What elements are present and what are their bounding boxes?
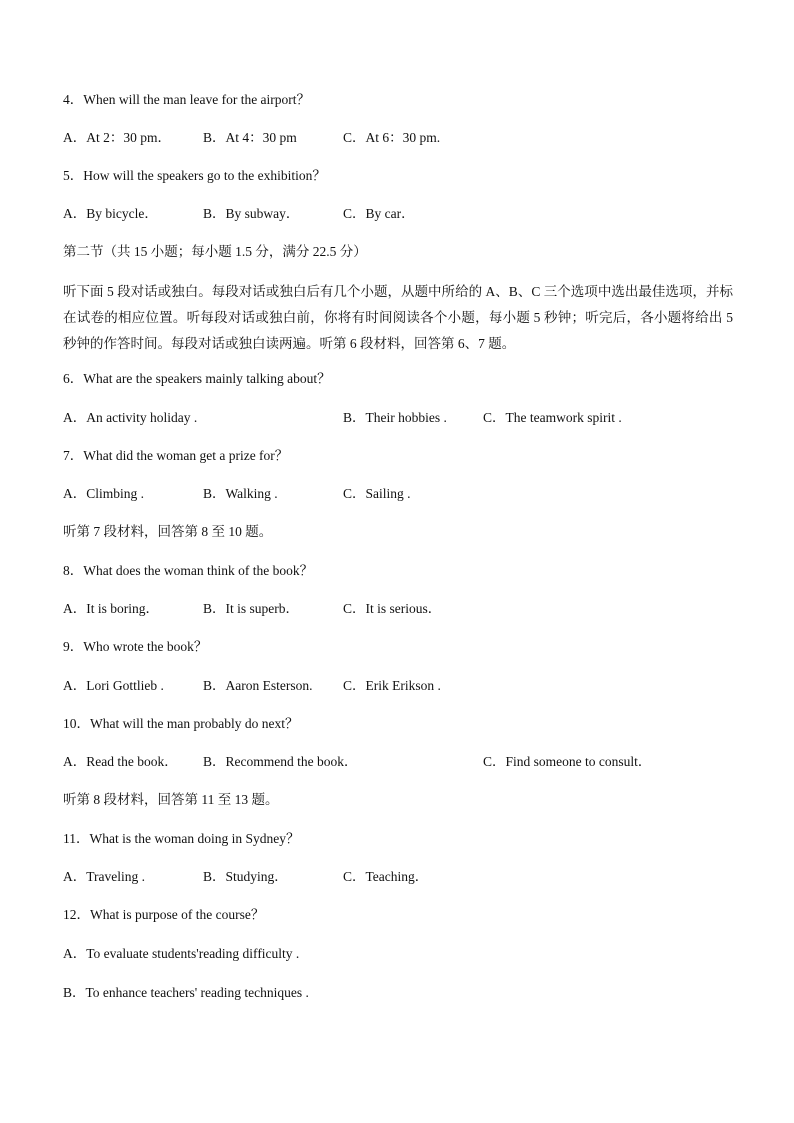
passage-8-instruction: 听第 8 段材料，回答第 11 至 13 题。: [63, 792, 279, 807]
q4-option-b: B．At 4：30 pm: [203, 130, 297, 145]
q6-option-b: B．Their hobbies .: [343, 410, 447, 425]
q7-option-c: C．Sailing .: [343, 486, 411, 501]
q12-option-a: A．To evaluate students'reading difficulty .: [63, 946, 300, 961]
q7-option-b: B．Walking .: [203, 486, 278, 501]
q4-option-c: C．At 6：30 pm.: [343, 130, 441, 145]
question-12: 12．What is purpose of the course？: [63, 907, 265, 922]
q10-option-b: B．Recommend the book．: [203, 754, 358, 769]
section-2-heading: 第二节（共 15 小题；每小题 1.5 分，满分 22.5 分）: [63, 244, 367, 259]
question-7: 7．What did the woman get a prize for？: [63, 448, 289, 463]
q8-option-c: C．It is serious．: [343, 601, 442, 616]
question-6: 6．What are the speakers mainly talking about？: [63, 371, 331, 386]
section-2-instructions: 听下面 5 段对话或独白。每段对话或独白后有几个小题，从题中所给的 A、B、C 三个选项中选出最佳选项，并标在试卷的相应位置。听每段对话或独白前，你将有时间阅读各个小题，每小题 5 秒钟；听完后，各小题将给出 5 秒钟的作答时间。每段对话或独白读两遍。听第 6 段材料，回答第 6、7 题。: [63, 284, 733, 351]
question-5: 5．How will the speakers go to the exhibition？: [63, 168, 326, 183]
q4-option-a: A．At 2：30 pm．: [63, 130, 171, 145]
question-8: 8．What does the woman think of the book？: [63, 563, 314, 578]
q5-option-c: C．By car．: [343, 206, 415, 221]
question-9: 9．Who wrote the book？: [63, 639, 208, 654]
q7-option-a: A．Climbing .: [63, 486, 145, 501]
q9-option-a: A．Lori Gottlieb .: [63, 678, 164, 693]
q6-option-c: C．The teamwork spirit .: [483, 410, 622, 425]
question-11: 11．What is the woman doing in Sydney？: [63, 831, 300, 846]
q12-option-b: B．To enhance teachers' reading techniques .: [63, 985, 309, 1000]
q5-option-a: A．By bicycle．: [63, 206, 158, 221]
passage-7-instruction: 听第 7 段材料，回答第 8 至 10 题。: [63, 524, 273, 539]
q11-option-b: B．Studying．: [203, 869, 288, 884]
question-10: 10．What will the man probably do next？: [63, 716, 299, 731]
q9-option-c: C．Erik Erikson .: [343, 678, 441, 693]
q10-option-a: A．Read the book．: [63, 754, 178, 769]
q11-option-a: A．Traveling .: [63, 869, 146, 884]
q10-option-c: C．Find someone to consult．: [483, 754, 652, 769]
q8-option-b: B．It is superb．: [203, 601, 299, 616]
q6-option-a: A．An activity holiday .: [63, 410, 198, 425]
q9-option-b: B．Aaron Esterson.: [203, 678, 313, 693]
question-4: 4．When will the man leave for the airport？: [63, 92, 311, 107]
q5-option-b: B．By subway．: [203, 206, 300, 221]
q8-option-a: A．It is boring．: [63, 601, 159, 616]
q11-option-c: C．Teaching．: [343, 869, 429, 884]
